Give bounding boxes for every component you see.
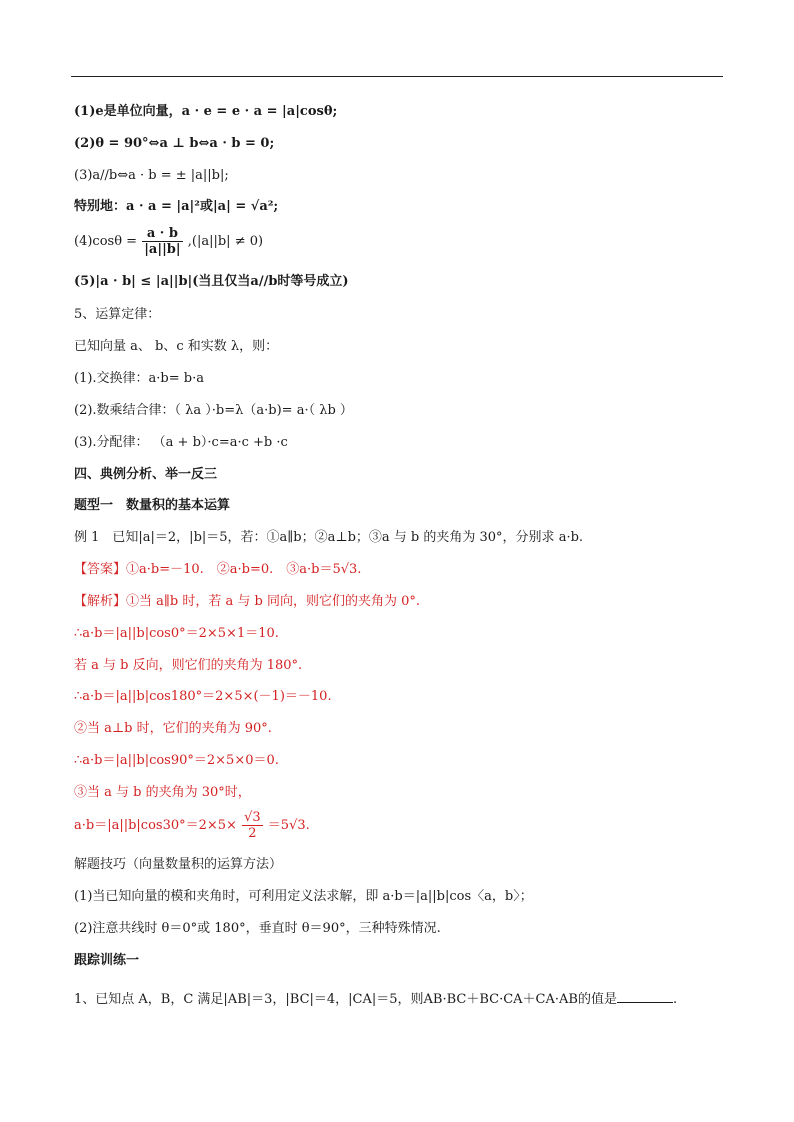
- analysis-line-3: 若 a 与 b 反向，则它们的夹角为 180°.: [74, 658, 303, 673]
- property-4-cos-formula: [74, 226, 263, 257]
- answer-blank[interactable]: [617, 990, 673, 1003]
- section-4-heading: 四、典例分析、举一反三: [74, 467, 218, 482]
- laws-intro: 已知向量 a、 b、c 和实数 λ，则：: [74, 339, 279, 354]
- problem-type-1-heading: 题型一 数量积的基本运算: [74, 498, 231, 513]
- practice-heading: 跟踪训练一: [74, 953, 140, 968]
- cos-numerator: a · b: [142, 226, 182, 242]
- analysis-line-4: ∴a·b＝|a||b|cos180°＝2×5×(－1)＝－10.: [74, 689, 332, 704]
- example-1-answer: 【答案】①a·b=－10. ②a·b=0. ③a·b＝5√3.: [74, 562, 362, 577]
- exercise-1-text: 1、已知点 A，B，C 满足|AB|＝3，|BC|＝4，|CA|＝5，则AB·BC＋BC·CA＋CA·AB的值是: [74, 992, 617, 1007]
- cos-prefix: (4)cosθ =: [74, 234, 138, 249]
- exercise-1-end: .: [672, 992, 678, 1007]
- cos30-denominator: 2: [248, 826, 257, 841]
- analysis-line-1: 【解析】①当 a∥b 时，若 a 与 b 同向，则它们的夹角为 0°.: [74, 594, 420, 609]
- analysis-line-8: [74, 810, 310, 841]
- analysis-line-5: ②当 a⊥b 时，它们的夹角为 90°.: [74, 721, 272, 736]
- technique-heading: 解题技巧（向量数量积的运算方法）: [74, 857, 283, 872]
- header-rule: [71, 76, 723, 77]
- technique-2: (2)注意共线时 θ＝0°或 180°，垂直时 θ＝90°，三种特殊情况.: [74, 921, 441, 936]
- commutative-law: (1).交换律：a·b= b·a: [74, 371, 204, 386]
- cos30-fraction: [242, 810, 263, 841]
- cos-fraction: [142, 226, 182, 257]
- analysis-line-7: ③当 a 与 b 的夹角为 30°时，: [74, 785, 251, 800]
- example-1-question: 例 1 已知|a|＝2，|b|＝5，若：①a∥b；②a⊥b；③a 与 b 的夹角为 30°，分别求 a·b.: [74, 530, 584, 545]
- associative-law: (2).数乘结合律：（ λa ）·b=λ（a·b)= a·（ λb ）: [74, 403, 353, 418]
- property-1: (1)e是单位向量，a · e = e · a = |a|cosθ;: [74, 104, 338, 119]
- property-3: (3)a//b⇔a · b = ± |a||b|;: [74, 168, 229, 183]
- section-5-heading: 5、运算定律：: [74, 307, 161, 322]
- special-case: 特别地：a · a = |a|²或|a| = √a²;: [74, 199, 279, 214]
- distributive-law: (3).分配律： （a + b）·c=a·c +b ·c: [74, 435, 288, 450]
- cos30-suffix: ＝5√3.: [267, 818, 310, 833]
- cos-suffix: ,(|a||b| ≠ 0): [187, 234, 264, 249]
- analysis-line-2: ∴a·b＝|a||b|cos0°＝2×5×1＝10.: [74, 626, 279, 641]
- property-2: (2)θ = 90°⇔a ⊥ b⇔a · b = 0;: [74, 136, 275, 151]
- analysis-line-6: ∴a·b＝|a||b|cos90°＝2×5×0＝0.: [74, 753, 279, 768]
- cos-denominator: |a||b|: [144, 242, 181, 257]
- technique-1: (1)当已知向量的模和夹角时，可利用定义法求解，即 a·b＝|a||b|cos〈a，b〉；: [74, 889, 533, 904]
- cos30-numerator: √3: [244, 810, 261, 825]
- exercise-1: [74, 990, 677, 1009]
- property-5: (5)|a · b| ≤ |a||b|(当且仅当a//b时等号成立): [74, 274, 349, 289]
- cos30-prefix: a·b＝|a||b|cos30°＝2×5×: [74, 818, 237, 833]
